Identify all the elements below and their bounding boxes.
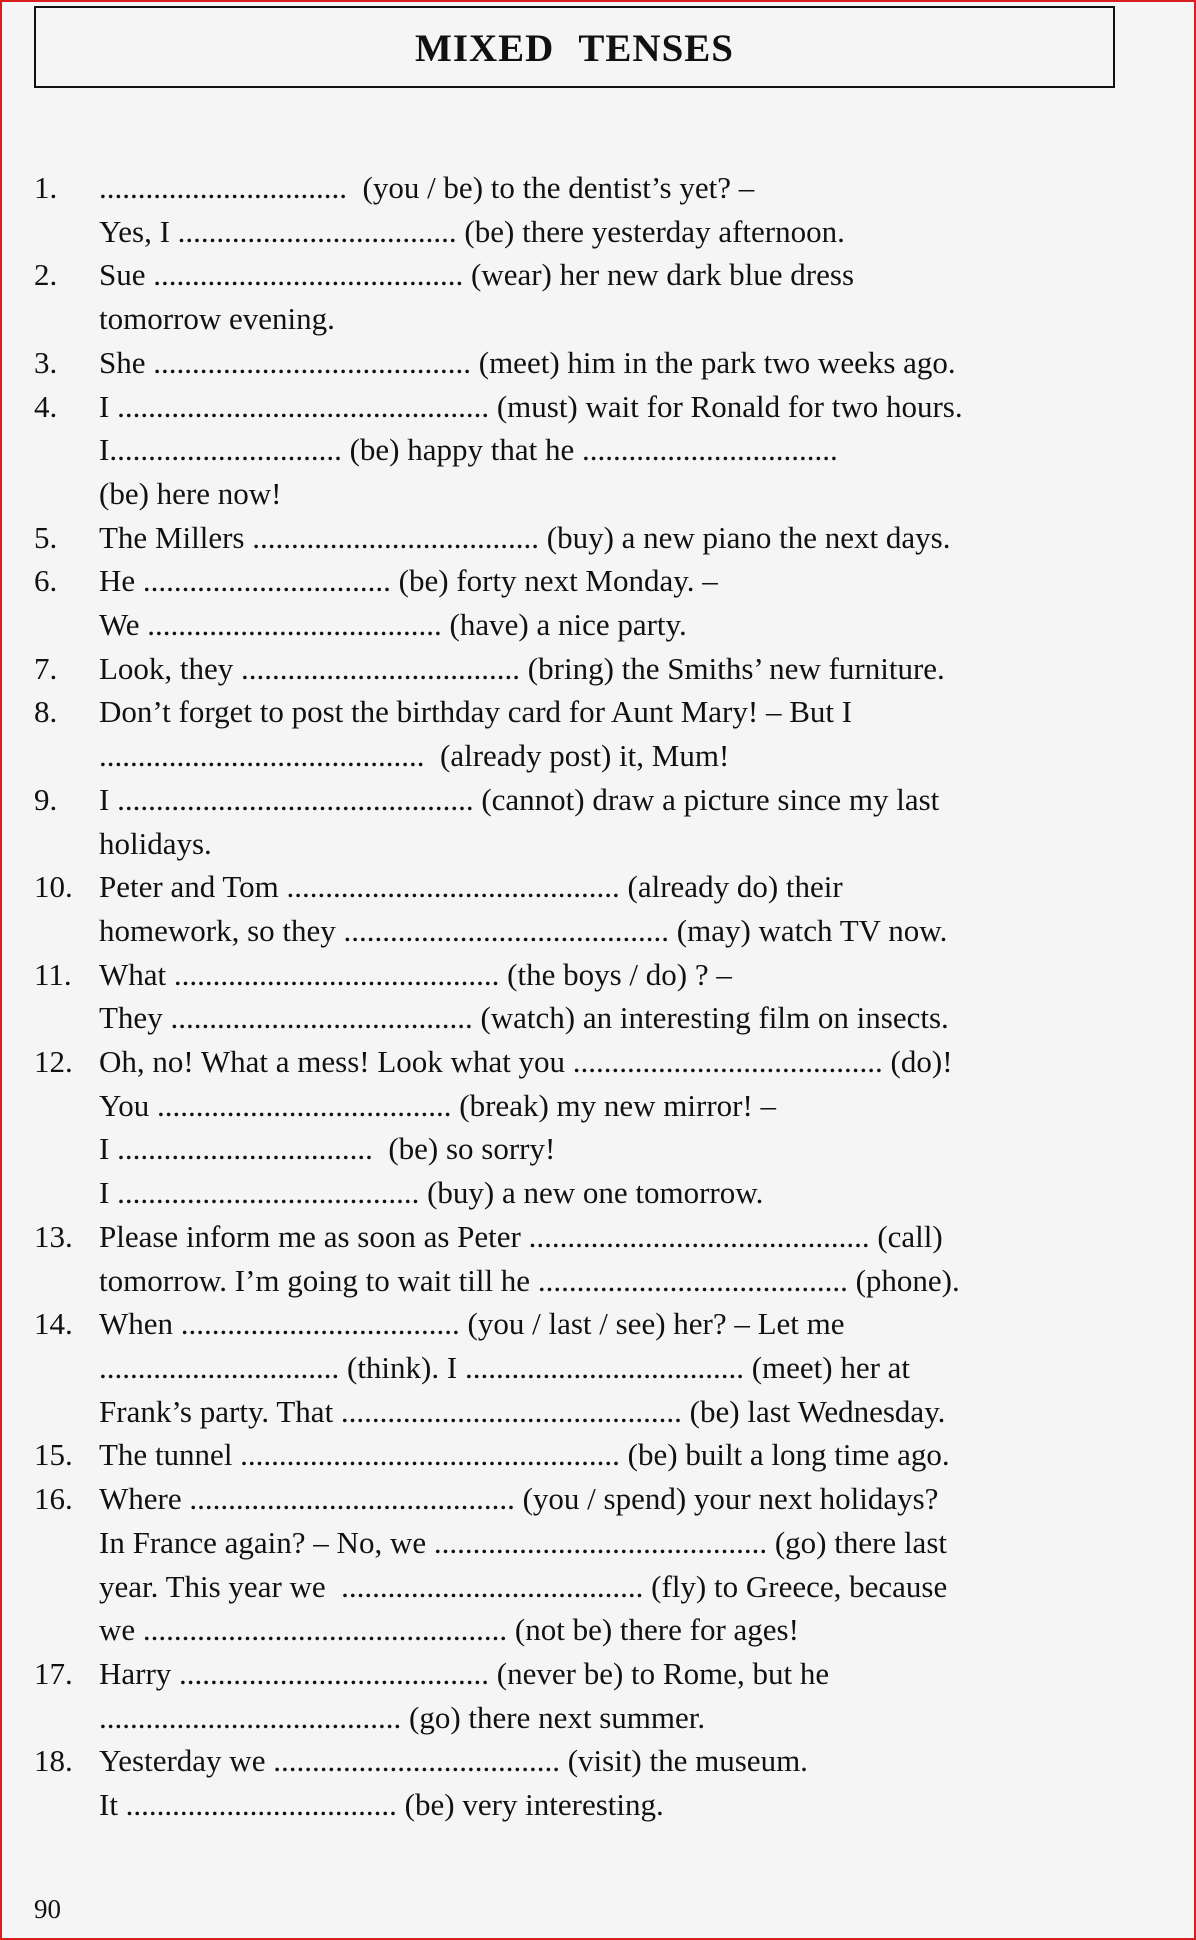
exercise-line: Where .......................................... (you / spend) your next holidays? [99,1481,939,1517]
exercise-line: holidays. [99,825,212,861]
exercise-item [34,865,1154,952]
exercise-number: 3. [34,344,58,380]
exercise-number: 2. [34,257,58,293]
exercise-line: In France again? – No, we ........................................... (go) there last [99,1524,947,1560]
exercise-line: I.............................. (be) happy that he ................................. [99,432,838,468]
exercise-line: The Millers ..................................... (buy) a new piano the next days. [99,519,951,555]
exercise-number: 10. [34,869,73,905]
exercise-number: 11. [34,956,72,992]
exercise-line: I .............................................. (cannot) draw a picture since my last [99,781,940,817]
exercise-text [99,385,1154,516]
exercise-line: Frank’s party. That ............................................ (be) last Wednesday. [99,1393,946,1429]
exercise-number: 17. [34,1655,73,1691]
exercise-line: ....................................... (go) there next summer. [99,1699,706,1735]
exercise-number: 14. [34,1306,73,1342]
exercise-line: What .......................................... (the boys / do) ? – [99,956,732,992]
exercise-item [34,1739,1154,1826]
exercise-item [34,690,1154,777]
exercise-line: tomorrow evening. [99,301,335,337]
exercise-number: 4. [34,388,58,424]
exercise-line: I ................................. (be) so sorry! [99,1131,556,1167]
page-title: MIXED TENSES [415,26,734,70]
exercise-line: They ....................................... (watch) an interesting film on insects. [99,1000,949,1036]
exercise-number: 7. [34,650,58,686]
exercise-line: .......................................... (already post) it, Mum! [99,738,730,774]
exercise-line: Look, they .................................... (bring) the Smiths’ new furniture. [99,650,945,686]
exercise-line: We ...................................... (have) a nice party. [99,607,687,643]
exercise-number: 16. [34,1481,73,1517]
exercise-line: year. This year we ....................................... (fly) to Greece, because [99,1568,948,1604]
exercise-line: Yesterday we ..................................... (visit) the museum. [99,1743,808,1779]
exercise-line: When .................................... (you / last / see) her? – Let me [99,1306,845,1342]
exercise-line: You ...................................... (break) my new mirror! – [99,1087,777,1123]
exercise-line: Oh, no! What a mess! Look what you ........................................ (do)! [99,1044,953,1080]
exercise-line: Harry ........................................ (never be) to Rome, but he [99,1655,830,1691]
exercise-text [99,516,1154,560]
exercise-text [99,1477,1154,1652]
exercise-line: She ......................................... (meet) him in the park two weeks ago. [99,344,956,380]
exercise-item [34,1302,1154,1433]
exercise-number: 9. [34,781,58,817]
exercise-item [34,341,1154,385]
exercise-text [99,1040,1154,1215]
exercise-text [99,1433,1154,1477]
exercise-item [34,1652,1154,1739]
exercise-item [34,1040,1154,1215]
exercise-text [99,1652,1154,1739]
exercise-item [34,778,1154,865]
exercise-item [34,1433,1154,1477]
exercise-text [99,953,1154,1040]
exercise-line: The tunnel ................................................. (be) built a long time ago. [99,1437,950,1473]
exercise-line: homework, so they .......................................... (may) watch TV now. [99,912,948,948]
exercise-line: I ....................................... (buy) a new one tomorrow. [99,1175,764,1211]
exercise-text [99,647,1154,691]
exercise-list [34,166,1154,1827]
exercise-number: 13. [34,1218,73,1254]
exercise-line: we ............................................... (not be) there for ages! [99,1612,799,1648]
exercise-number: 6. [34,563,58,599]
exercise-number: 8. [34,694,58,730]
title-box [34,6,1115,88]
exercise-number: 1. [34,170,58,205]
exercise-line: He ................................ (be) forty next Monday. – [99,563,718,599]
exercise-item [34,953,1154,1040]
exercise-item [34,1477,1154,1652]
exercise-line: Don’t forget to post the birthday card for Aunt Mary! – But I [99,694,853,730]
exercise-number: 12. [34,1044,73,1080]
exercise-text [99,1739,1154,1826]
exercise-item [34,516,1154,560]
exercise-text [99,865,1154,952]
exercise-line: tomorrow. I’m going to wait till he ........................................ (phone). [99,1262,960,1298]
exercise-line: Sue ........................................ (wear) her new dark blue dress [99,257,855,293]
exercise-line: (be) here now! [99,475,282,511]
exercise-line: Yes, I .................................... (be) there yesterday afternoon. [99,213,845,249]
exercise-number: 5. [34,519,58,555]
exercise-text [99,690,1154,777]
exercise-text [99,1302,1154,1433]
exercise-item [34,559,1154,646]
exercise-line: Please inform me as soon as Peter ............................................ (call) [99,1218,943,1254]
exercise-text [99,166,1154,253]
exercise-item [34,166,1154,253]
exercise-text [99,253,1154,340]
exercise-line: I ................................................ (must) wait for Ronald for two hours. [99,388,963,424]
exercise-line: Peter and Tom ........................................... (already do) their [99,869,843,905]
exercise-line: It ................................... (be) very interesting. [99,1787,664,1823]
exercise-item [34,1215,1154,1302]
exercise-item [34,253,1154,340]
exercise-line: ................................ (you / be) to the dentist’s yet? – [99,170,755,205]
exercise-text [99,778,1154,865]
exercise-item [34,647,1154,691]
exercise-line: ............................... (think). I .................................... (meet) her at [99,1349,911,1385]
page-number: 90 [34,1894,61,1924]
exercise-text [99,341,1154,385]
exercise-number: 18. [34,1743,73,1779]
exercise-number: 15. [34,1437,73,1473]
exercise-item [34,385,1154,516]
exercise-text [99,559,1154,646]
exercise-text [99,1215,1154,1302]
